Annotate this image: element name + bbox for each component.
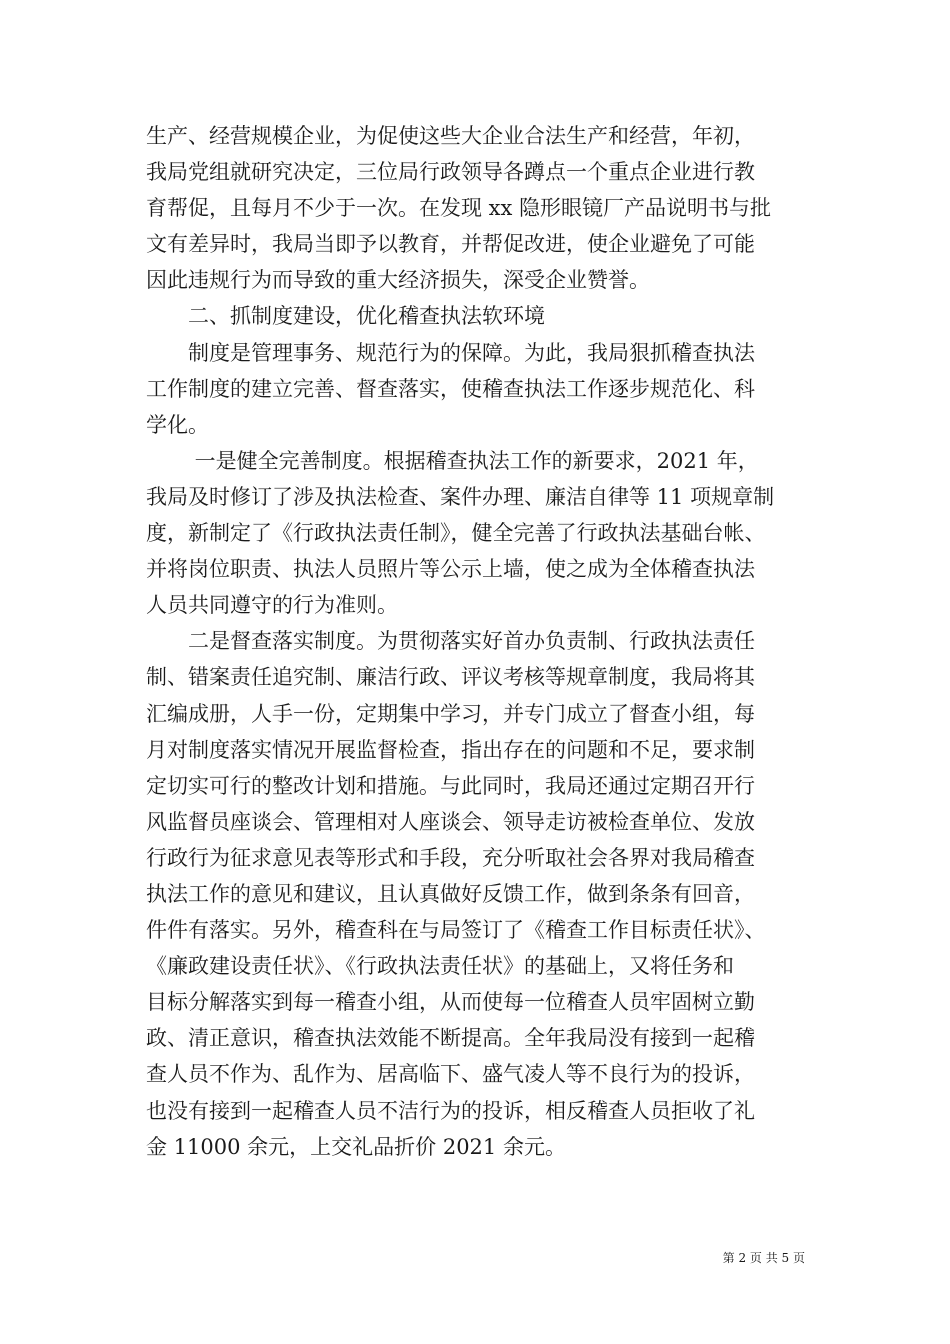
text-line: 也没有接到一起稽查人员不洁行为的投诉，相反稽查人员拒收了礼	[146, 1098, 755, 1123]
text-line: 我局党组就研究决定，三位局行政领导各蹲点一个重点企业进行教	[146, 160, 755, 185]
text-line: 工作制度的建立完善、督查落实，使稽查执法工作逐步规范化、科	[146, 376, 755, 401]
text-line: 制、错案责任追究制、廉洁行政、评议考核等规章制度，我局将其	[146, 665, 755, 690]
document-body	[146, 118, 846, 1165]
text-line: 并将岗位职责、执法人员照片等公示上墙，使之成为全体稽查执法	[146, 557, 755, 582]
text-line: 人员共同遵守的行为准则。	[146, 593, 398, 618]
text-line: 育帮促，且每月不少于一次。在发现 xx 隐形眼镜厂产品说明书与批	[146, 196, 772, 221]
text-line: 制度是管理事务、规范行为的保障。为此，我局狠抓稽查执法	[146, 340, 755, 365]
text-line: 度，新制定了《行政执法责任制》，健全完善了行政执法基础台帐、	[146, 521, 766, 546]
text-line: 风监督员座谈会、管理相对人座谈会、领导走访被检查单位、发放	[146, 809, 755, 834]
text-line: 学化。	[146, 412, 209, 437]
text-line: 行政行为征求意见表等形式和手段，充分听取社会各界对我局稽查	[146, 845, 755, 870]
text-line: 文有差异时，我局当即予以教育，并帮促改进，使企业避免了可能	[146, 232, 755, 257]
text-line: 目标分解落实到每一稽查小组，从而使每一位稽查人员牢固树立勤	[146, 990, 755, 1015]
text-line: 金 11000 余元，上交礼品折价 2021 余元。	[146, 1134, 566, 1159]
text-line: 件件有落实。另外，稽查科在与局签订了《稽查工作目标责任状》、	[146, 918, 766, 943]
text-line: 生产、经营规模企业，为促使这些大企业合法生产和经营，年初，	[146, 124, 755, 148]
section-heading: 二、抓制度建设，优化稽查执法软环境	[146, 304, 545, 329]
page-number-footer: 第 2 页 共 5 页	[722, 1251, 805, 1265]
text-line: 因此违规行为而导致的重大经济损失，深受企业赞誉。	[146, 268, 650, 293]
text-line: 《廉政建设责任状》、《行政执法责任状》的基础上，又将任务和	[146, 954, 734, 979]
text-line: 二是督查落实制度。为贯彻落实好首办负责制、行政执法责任	[146, 629, 755, 654]
text-line: 政、清正意识，稽查执法效能不断提高。全年我局没有接到一起稽	[146, 1026, 755, 1051]
text-line: 汇编成册，人手一份，定期集中学习，并专门成立了督查小组，每	[146, 701, 755, 726]
text-line: 查人员不作为、乱作为、居高临下、盛气凌人等不良行为的投诉，	[146, 1062, 755, 1087]
text-line: 执法工作的意见和建议，且认真做好反馈工作，做到条条有回音，	[146, 881, 755, 906]
text-line: 月对制度落实情况开展监督检查，指出存在的问题和不足，要求制	[146, 737, 755, 762]
text-line: 一是健全完善制度。根据稽查执法工作的新要求，2021 年，	[146, 448, 759, 473]
text-line: 我局及时修订了涉及执法检查、案件办理、廉洁自律等 11 项规章制	[146, 484, 775, 509]
text-line: 定切实可行的整改计划和措施。与此同时，我局还通过定期召开行	[146, 773, 755, 798]
